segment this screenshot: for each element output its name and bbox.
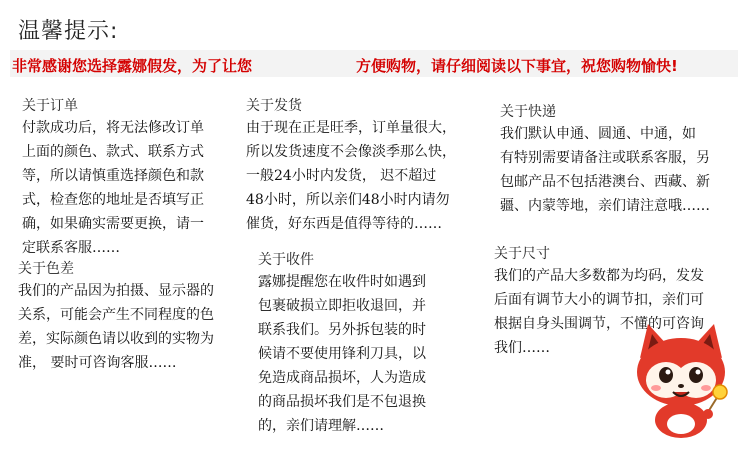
page-title: 温馨提示: <box>18 19 119 44</box>
section-title: 关于订单 <box>22 98 78 114</box>
body-line: 关系，可能会产生不同程度的色 <box>18 307 214 323</box>
section-shipping <box>246 96 491 236</box>
body-line: 付款成功后，将无法修改订单 <box>22 120 204 136</box>
section-order <box>22 96 232 260</box>
body-line: 48小时，所以亲们48小时内请勿 <box>246 192 450 208</box>
section-title: 关于发货 <box>246 98 302 114</box>
body-line: 的商品损坏我们是不包退换 <box>258 394 426 410</box>
body-line: 我们…… <box>494 340 550 356</box>
body-line: 准， 要时可咨询客服…… <box>18 355 177 371</box>
body-line: 的，亲们请理解…… <box>258 418 384 434</box>
section-express <box>500 102 745 218</box>
banner-text-left: 非常感谢您选择露娜假发，为了让您 <box>12 57 253 75</box>
body-line: 疆、内蒙等地，亲们请注意哦…… <box>500 198 710 214</box>
body-line: 确，如果确实需要更换，请一 <box>22 216 204 232</box>
section-body <box>22 116 232 260</box>
section-body <box>258 270 473 438</box>
section-body <box>18 279 233 375</box>
body-line: 根据自身头围调节，不懂的可咨询 <box>494 316 704 332</box>
body-line: 式，检查您的地址是否填写正 <box>22 192 204 208</box>
body-line: 后面有调节大小的调节扣，亲们可 <box>494 292 704 308</box>
section-title: 关于快递 <box>500 104 556 120</box>
section-body <box>500 122 745 218</box>
body-line: 候请不要使用锋利刀具，以 <box>258 346 426 362</box>
body-line: 包裹破损立即拒收退回，并 <box>258 298 426 314</box>
section-title: 关于尺寸 <box>494 246 550 262</box>
section-color <box>18 259 233 375</box>
body-line: 差，实际颜色请以收到的实物为 <box>18 331 214 347</box>
section-body <box>246 116 491 236</box>
body-line: 一般24小时内发货， 迟不超过 <box>246 168 437 184</box>
body-line: 我们的产品因为拍摄、显示器的 <box>18 283 214 299</box>
body-line: 有特别需要请备注或联系客服，另 <box>500 150 710 166</box>
section-receipt <box>258 250 473 438</box>
body-line: 定联系客服…… <box>22 240 120 256</box>
body-line: 我们的产品大多数都为均码，发发 <box>494 268 704 284</box>
body-line: 露娜提醒您在收件时如遇到 <box>258 274 426 290</box>
section-title: 关于收件 <box>258 252 314 268</box>
red-fox-cartoon-icon <box>626 320 736 440</box>
body-line: 催货，好东西是值得等待的…… <box>246 216 442 232</box>
body-line: 联系我们。另外拆包装的时 <box>258 322 426 338</box>
section-title: 关于色差 <box>18 261 74 277</box>
body-line: 等，所以请慎重选择颜色和款 <box>22 168 204 184</box>
body-line: 我们默认申通、圆通、中通，如 <box>500 126 696 142</box>
banner-text-right: 方便购物，请仔细阅读以下事宜，祝您购物愉快! <box>356 57 678 75</box>
body-line: 由于现在正是旺季，订单量很大， <box>246 120 456 136</box>
body-line: 上面的颜色、款式、联系方式 <box>22 144 204 160</box>
body-line: 免造成商品损坏，人为造成 <box>258 370 426 386</box>
body-line: 包邮产品不包括港澳台、西藏、新 <box>500 174 710 190</box>
body-line: 所以发货速度不会像淡季那么快， <box>246 144 456 160</box>
